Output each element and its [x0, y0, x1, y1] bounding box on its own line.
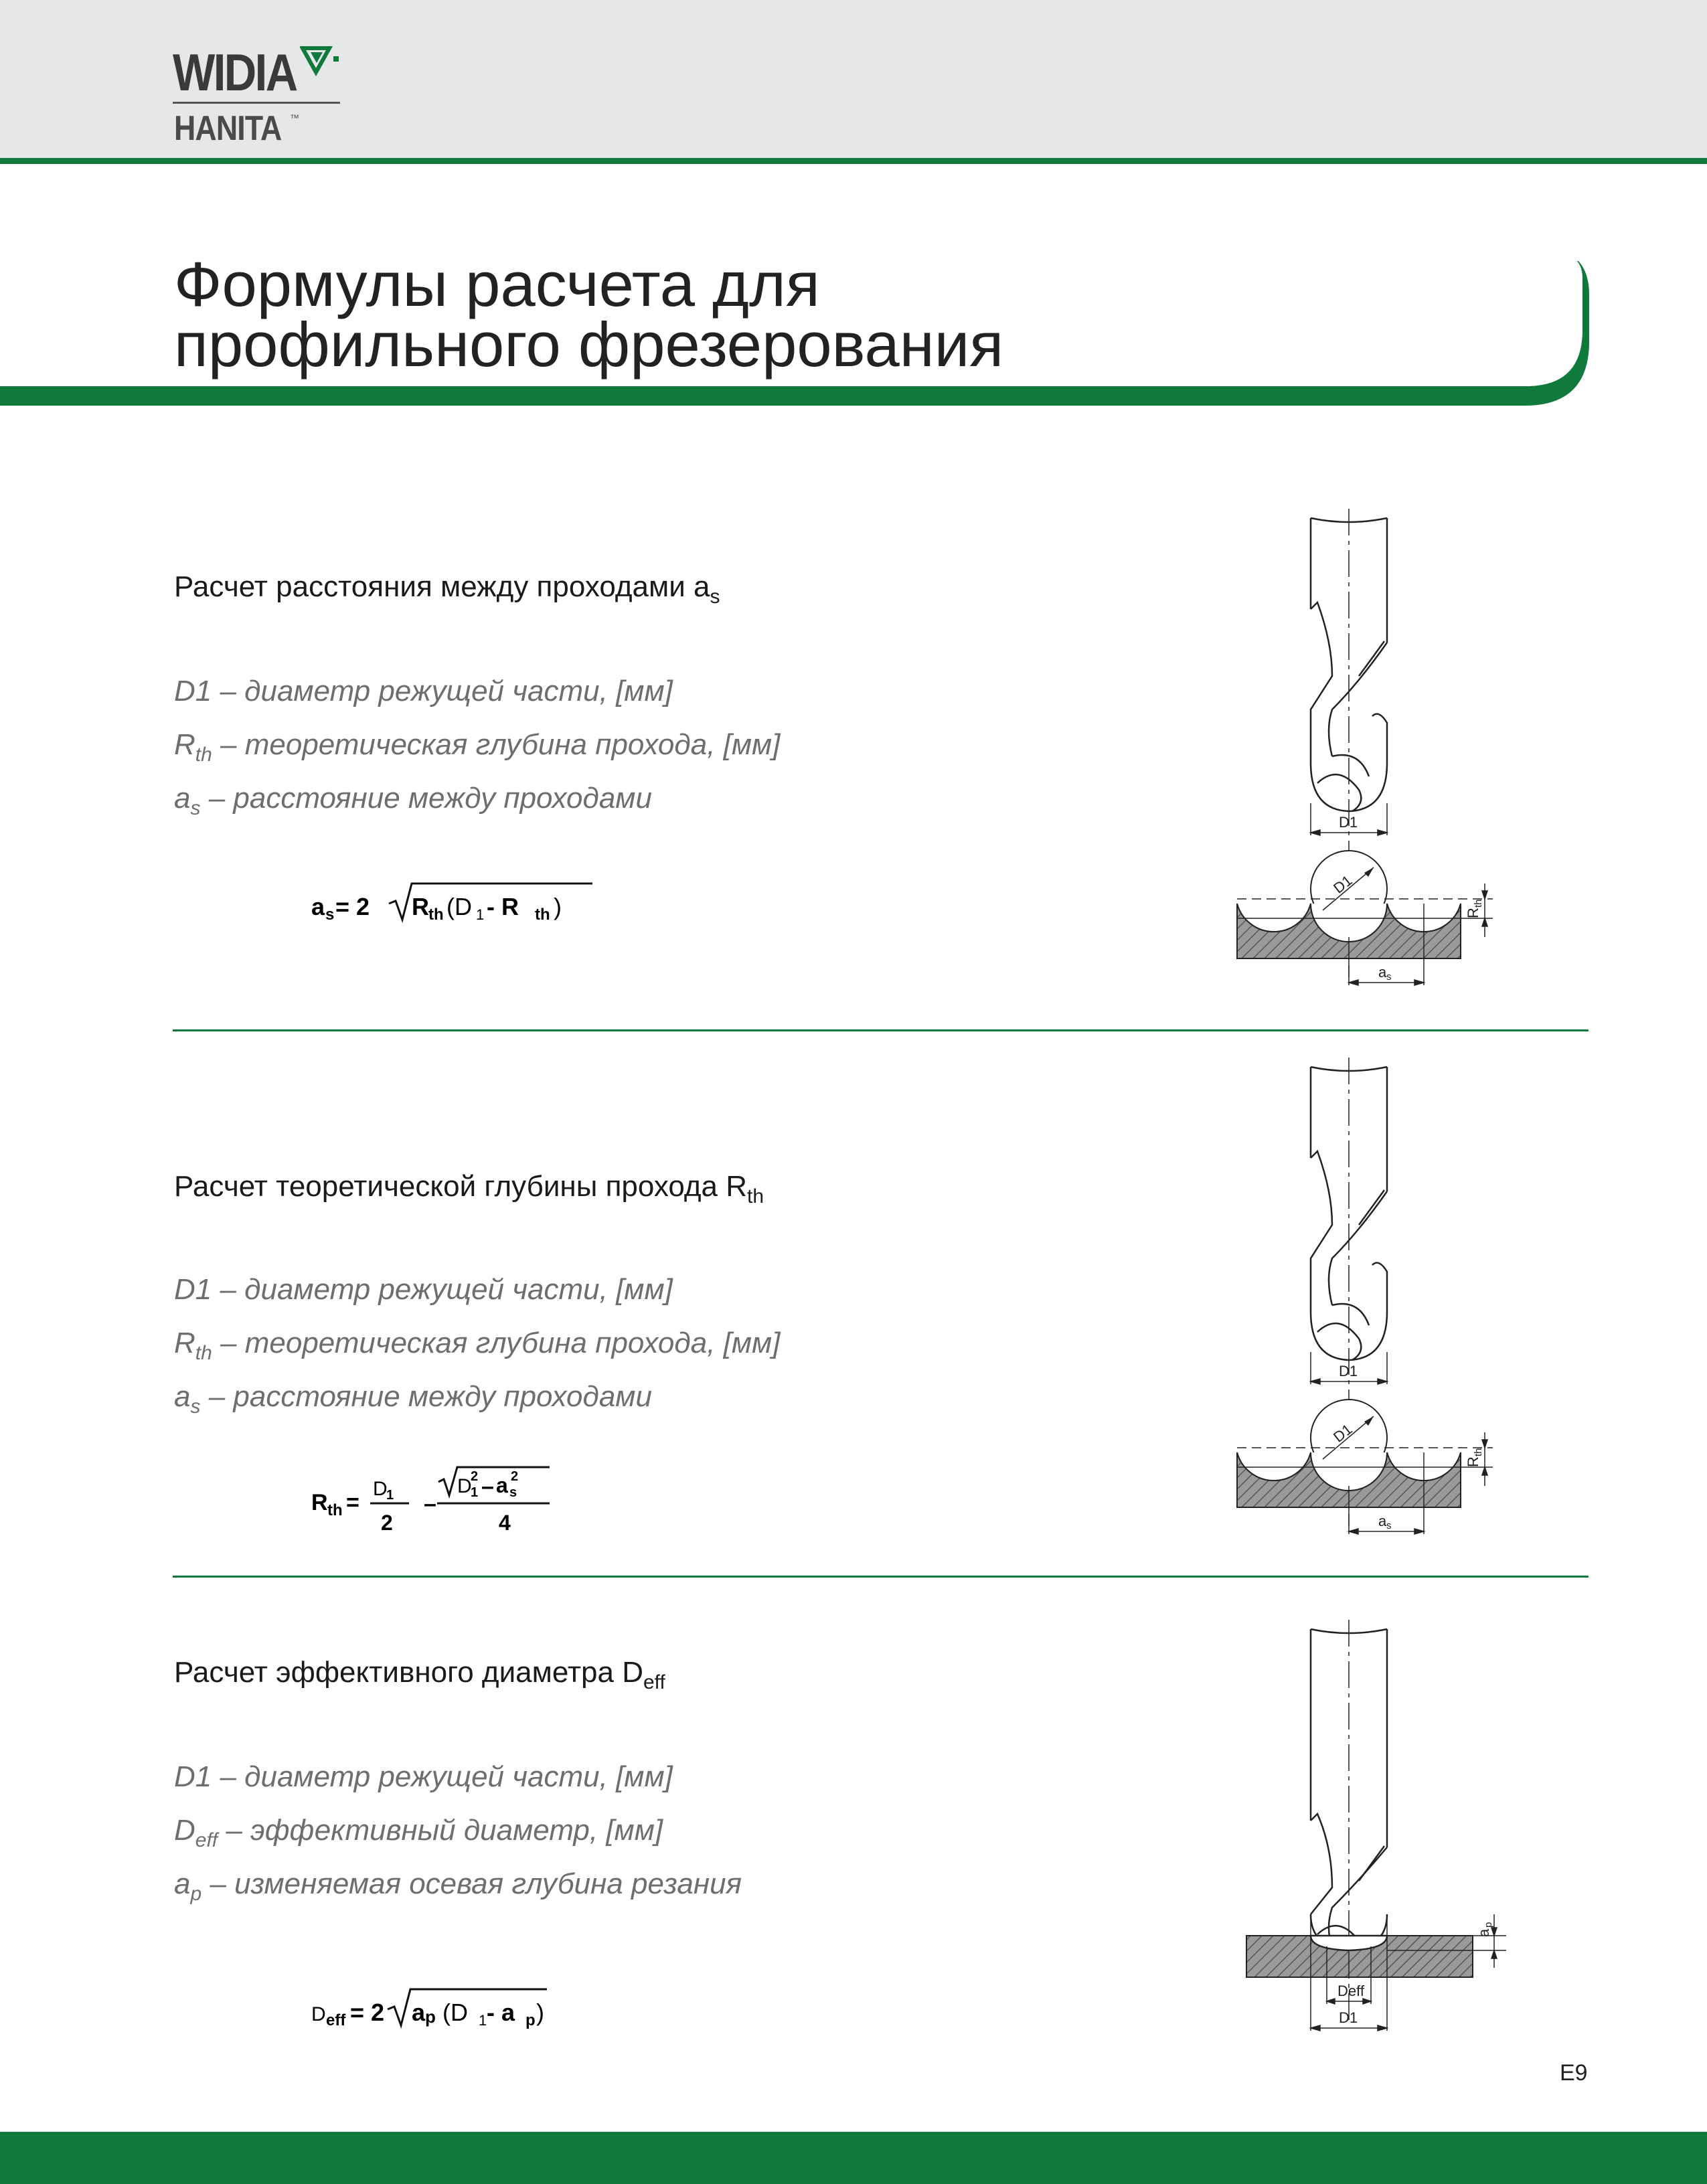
- formula-close: ): [554, 893, 562, 920]
- label-d1: D1: [1339, 1363, 1358, 1379]
- formula-rad-a: D: [457, 1475, 472, 1497]
- definition-as: [174, 782, 652, 820]
- formula-a: a: [412, 1999, 426, 2026]
- section-heading: [174, 570, 720, 608]
- formula-lhs-sub: eff: [326, 2011, 346, 2029]
- label-as-sub: s: [1386, 1520, 1392, 1531]
- def-sub: eff: [195, 1829, 218, 1851]
- formula-minus: - R: [487, 893, 519, 920]
- formula-close: ): [536, 1999, 544, 2026]
- formula-d-sub: 1: [476, 906, 485, 923]
- def-text: – изменяемая осевая глубина резания: [201, 1867, 742, 1900]
- section-heading: [174, 1656, 665, 1694]
- def-text: – диаметр режущей части, [мм]: [212, 675, 673, 707]
- formula-lhs: a: [311, 893, 325, 920]
- formula-minus-sub: th: [535, 906, 550, 924]
- def-text: – теоретическая глубина прохода, [мм]: [212, 1327, 781, 1359]
- workpiece-profile: [1237, 1400, 1493, 1507]
- section-heading-sub: s: [710, 586, 720, 608]
- logo-divider: [173, 102, 340, 104]
- label-as: a: [1378, 964, 1387, 981]
- formula-rad-a-sub: 1: [471, 1485, 479, 1500]
- def-symbol: a: [174, 1380, 191, 1413]
- def-sub: th: [195, 744, 212, 766]
- formula-step-over: [311, 877, 592, 937]
- page-title: [174, 249, 1004, 380]
- label-ap-sub: p: [1483, 1922, 1494, 1928]
- formula-lhs-sub: s: [325, 906, 335, 924]
- formula-radical: [438, 1467, 550, 1495]
- label-rth-sub: th: [1473, 899, 1484, 908]
- def-text: – расстояние между проходами: [200, 782, 652, 815]
- section-heading-text: Расчет эффективного диаметра D: [174, 1656, 643, 1689]
- label-d1-diagonal: D1: [1330, 1420, 1356, 1446]
- definition-rth: [174, 728, 780, 766]
- section-heading-sub: th: [747, 1185, 764, 1207]
- formula-lhs: R: [311, 1490, 328, 1515]
- def-text: – эффективный диаметр, [мм]: [218, 1814, 663, 1847]
- label-rth-sub: th: [1473, 1448, 1484, 1456]
- definition-deff: [174, 1814, 663, 1852]
- def-symbol: a: [174, 1867, 191, 1900]
- section-heading-text: Расчет теоретической глубины прохода R: [174, 1170, 748, 1203]
- formula-rad-b: a: [496, 1473, 508, 1497]
- label-as: a: [1378, 1513, 1387, 1529]
- def-sub: th: [195, 1342, 212, 1364]
- def-text: – диаметр режущей части, [мм]: [212, 1273, 673, 1306]
- title-area: [0, 249, 1707, 408]
- def-symbol: R: [174, 1327, 195, 1359]
- diagram-step-over: [1225, 509, 1493, 997]
- label-d1: D1: [1339, 814, 1358, 831]
- formula-minus: - a: [487, 1999, 515, 2026]
- formula-open: (D: [446, 893, 472, 920]
- label-as-sub: s: [1386, 971, 1392, 983]
- formula-den1: 2: [381, 1511, 393, 1535]
- footer-band: [0, 2132, 1707, 2184]
- formula-lhs: D: [311, 2003, 326, 2025]
- label-rth: R: [1465, 1456, 1481, 1467]
- def-symbol: R: [174, 728, 195, 761]
- formula-rad-b-sub: s: [509, 1485, 517, 1500]
- section-heading-text: Расчет расстояния между проходами a: [174, 570, 710, 603]
- formula-den2: 4: [499, 1511, 511, 1535]
- formula-minus: –: [424, 1491, 436, 1517]
- definition-rth: [174, 1327, 780, 1365]
- label-rth: R: [1465, 908, 1481, 918]
- section-divider-2: [173, 1576, 1589, 1578]
- page-number: E9: [1560, 2060, 1588, 2086]
- definition-d1: [174, 1273, 673, 1311]
- formula-effective-diameter: [311, 1983, 592, 2043]
- formula-r: R: [412, 893, 429, 920]
- rth-dimension: [1482, 1432, 1487, 1486]
- formula-r-sub: th: [428, 906, 444, 924]
- formula-num1: D: [373, 1478, 388, 1500]
- label-d1: D1: [1339, 2009, 1358, 2026]
- label-ap: a: [1475, 1928, 1492, 1937]
- definition-d1: [174, 1760, 673, 1798]
- def-symbol: D: [174, 1814, 195, 1847]
- diagram-theoretical-depth: [1225, 1058, 1493, 1546]
- formula-theoretical-depth: [311, 1463, 579, 1543]
- formula-lhs-sub: th: [327, 1501, 343, 1519]
- formula-minus-sub: p: [525, 2011, 536, 2029]
- label-d1-diagonal: D1: [1330, 871, 1356, 897]
- def-text: – расстояние между проходами: [200, 1380, 652, 1413]
- formula-open: (D: [442, 1999, 468, 2026]
- def-text: – теоретическая глубина прохода, [мм]: [212, 728, 781, 761]
- page-title-line1: Формулы расчета для: [174, 249, 820, 319]
- formula-rad-op: –: [481, 1474, 494, 1499]
- def-text: – диаметр режущей части, [мм]: [212, 1760, 673, 1793]
- label-deff: Deff: [1337, 1983, 1364, 1999]
- section-heading: [174, 1170, 764, 1208]
- logo-widia-text: WIDIA: [173, 43, 297, 102]
- formula-d-sub: 1: [479, 2012, 487, 2029]
- section-divider-1: [173, 1029, 1589, 1031]
- logo-hanita-text: HANITA: [174, 109, 282, 148]
- formula-a-sub: p: [425, 2007, 436, 2027]
- def-sub: s: [190, 797, 201, 819]
- def-symbol: D1: [174, 1760, 212, 1793]
- logo-trademark: ™: [290, 112, 299, 123]
- definition-ap: [174, 1867, 742, 1906]
- def-symbol: D1: [174, 1273, 212, 1306]
- section-heading-sub: eff: [643, 1671, 665, 1693]
- workpiece-profile: [1237, 851, 1493, 958]
- definition-as: [174, 1380, 652, 1418]
- diagram-effective-diameter: [1225, 1620, 1506, 2041]
- header-rule: [0, 158, 1707, 164]
- formula-rad-a-sup: 2: [471, 1469, 479, 1484]
- definition-d1: [174, 675, 673, 713]
- def-sub: p: [190, 1883, 202, 1905]
- rth-dimension: [1482, 884, 1487, 937]
- formula-rad-b-sup: 2: [511, 1469, 519, 1484]
- formula-eq: = 2: [350, 1999, 385, 2026]
- formula-eq: = 2: [335, 893, 370, 920]
- widia-hanita-logo: [173, 43, 347, 148]
- def-sub: s: [190, 1396, 201, 1418]
- page-title-line2: профильного фрезерования: [174, 309, 1004, 380]
- logo-triangle-mark: [300, 46, 347, 79]
- formula-eq: =: [346, 1490, 359, 1515]
- def-symbol: a: [174, 782, 191, 815]
- def-symbol: D1: [174, 675, 212, 707]
- formula-num1-sub: 1: [386, 1488, 394, 1503]
